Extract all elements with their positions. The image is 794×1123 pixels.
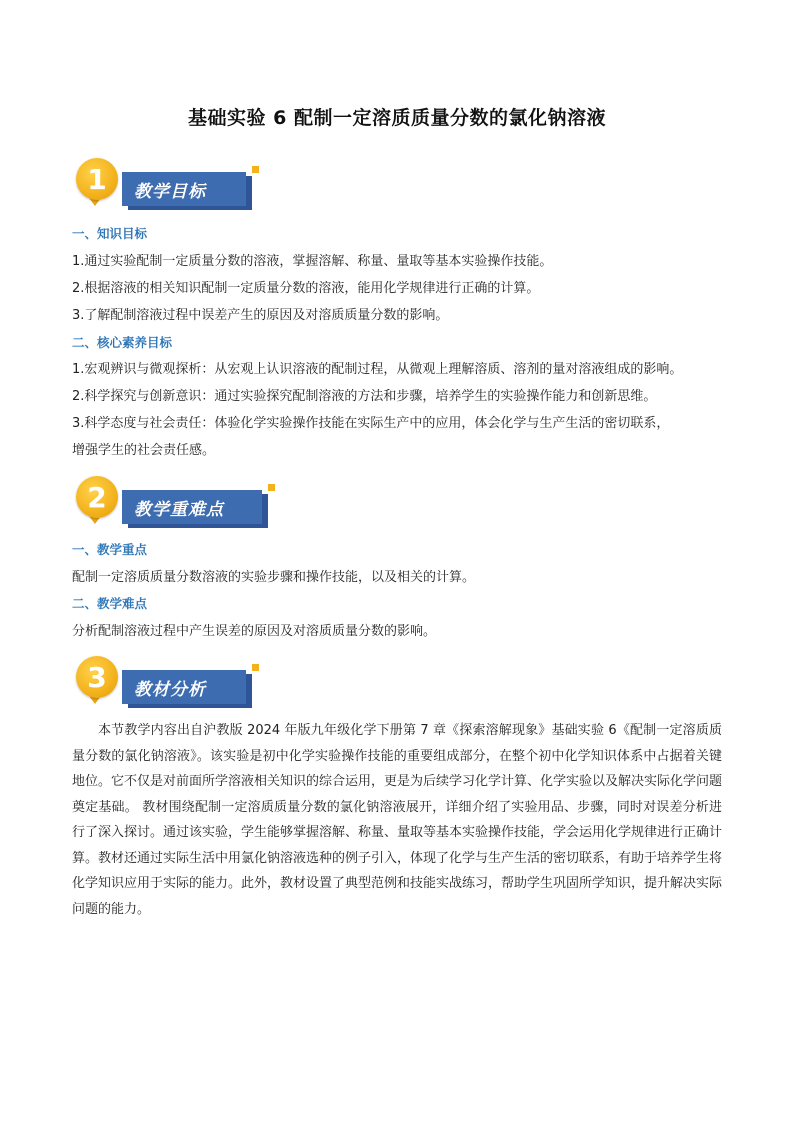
knowledge-objective-2: 2.根据溶液的相关知识配制一定质量分数的溶液，能用化学规律进行正确的计算。	[72, 281, 540, 296]
badge-bar	[122, 670, 246, 704]
literacy-objective-3-cont: 增强学生的社会责任感。	[72, 443, 216, 458]
section-number-badge: 1	[76, 158, 118, 200]
literacy-objectives-heading: 二、核心素养目标	[72, 335, 173, 350]
badge-accent-dot	[252, 166, 259, 173]
knowledge-objective-3: 3.了解配制溶液过程中误差产生的原因及对溶质质量分数的影响。	[72, 308, 449, 323]
badge-accent-dot	[268, 484, 275, 491]
literacy-objective-3: 3.科学态度与社会责任：体验化学实验操作技能在实际生产中的应用，体会化学与生产生活的密切联系，	[72, 416, 670, 431]
section-label: 教学目标	[134, 181, 206, 202]
key-points-heading: 一、教学重点	[72, 542, 148, 557]
knowledge-objective-1: 1.通过实验配制一定质量分数的溶液，掌握溶解、称量、量取等基本实验操作技能。	[72, 254, 553, 269]
badge-bar	[122, 172, 246, 206]
difficult-points-text: 分析配制溶液过程中产生误差的原因及对溶质质量分数的影响。	[72, 624, 437, 639]
badge-bar	[122, 490, 262, 524]
difficult-points-heading: 二、教学难点	[72, 596, 148, 611]
literacy-objective-2: 2.科学探究与创新意识：通过实验探究配制溶液的方法和步骤，培养学生的实验操作能力和创新思维。	[72, 389, 657, 404]
literacy-objective-1: 1.宏观辨识与微观探析：从宏观上认识溶液的配制过程，从微观上理解溶质、溶剂的量对溶液组成的影响。	[72, 362, 683, 377]
textbook-analysis-paragraph: 本节教学内容出自沪教版 2024 年版九年级化学下册第 7 章《探索溶解现象》基础实验 6《配制一定溶质质量分数的氯化钠溶液》。该实验是初中化学实验操作技能的重要组成部分，在整个初中化学知识体系中占据着关键地位。它不仅是对前面所学溶液相关知识的综合运用，更是为后续学习化学计算、化学实验以及解决实际化学问题奠定基础。 教材围绕配制一定溶质质量分数的氯化钠溶液展开，详细介绍了实验用品、步骤，同时对误差分析进行了深入探讨。通过该实验，学生能够掌握溶解、称量、量取等基本实验操作技能，学会运用化学规律进行正确计算。教材还通过实际生活中用氯化钠溶液选种的例子引入，体现了化学与生产生活的密切联系，有助于培养学生将化学知识应用于实际的能力。此外，教材设置了典型范例和技能实战练习，帮助学生巩固所学知识，提升解决实际问题的能力。	[72, 723, 723, 917]
section-badge-objectives	[76, 158, 266, 214]
page-title: 基础实验 6 配制一定溶质质量分数的氯化钠溶液	[188, 107, 606, 129]
badge-accent-dot	[252, 664, 259, 671]
key-points-text: 配制一定溶质质量分数溶液的实验步骤和操作技能，以及相关的计算。	[72, 570, 476, 585]
section-badge-analysis	[76, 656, 266, 712]
knowledge-objectives-heading: 一、知识目标	[72, 226, 148, 241]
section-number-badge: 2	[76, 476, 118, 518]
section-badge-keypoints	[76, 476, 266, 532]
section-number-badge: 3	[76, 656, 118, 698]
section-label: 教材分析	[134, 679, 206, 700]
section-label: 教学重难点	[134, 499, 224, 520]
